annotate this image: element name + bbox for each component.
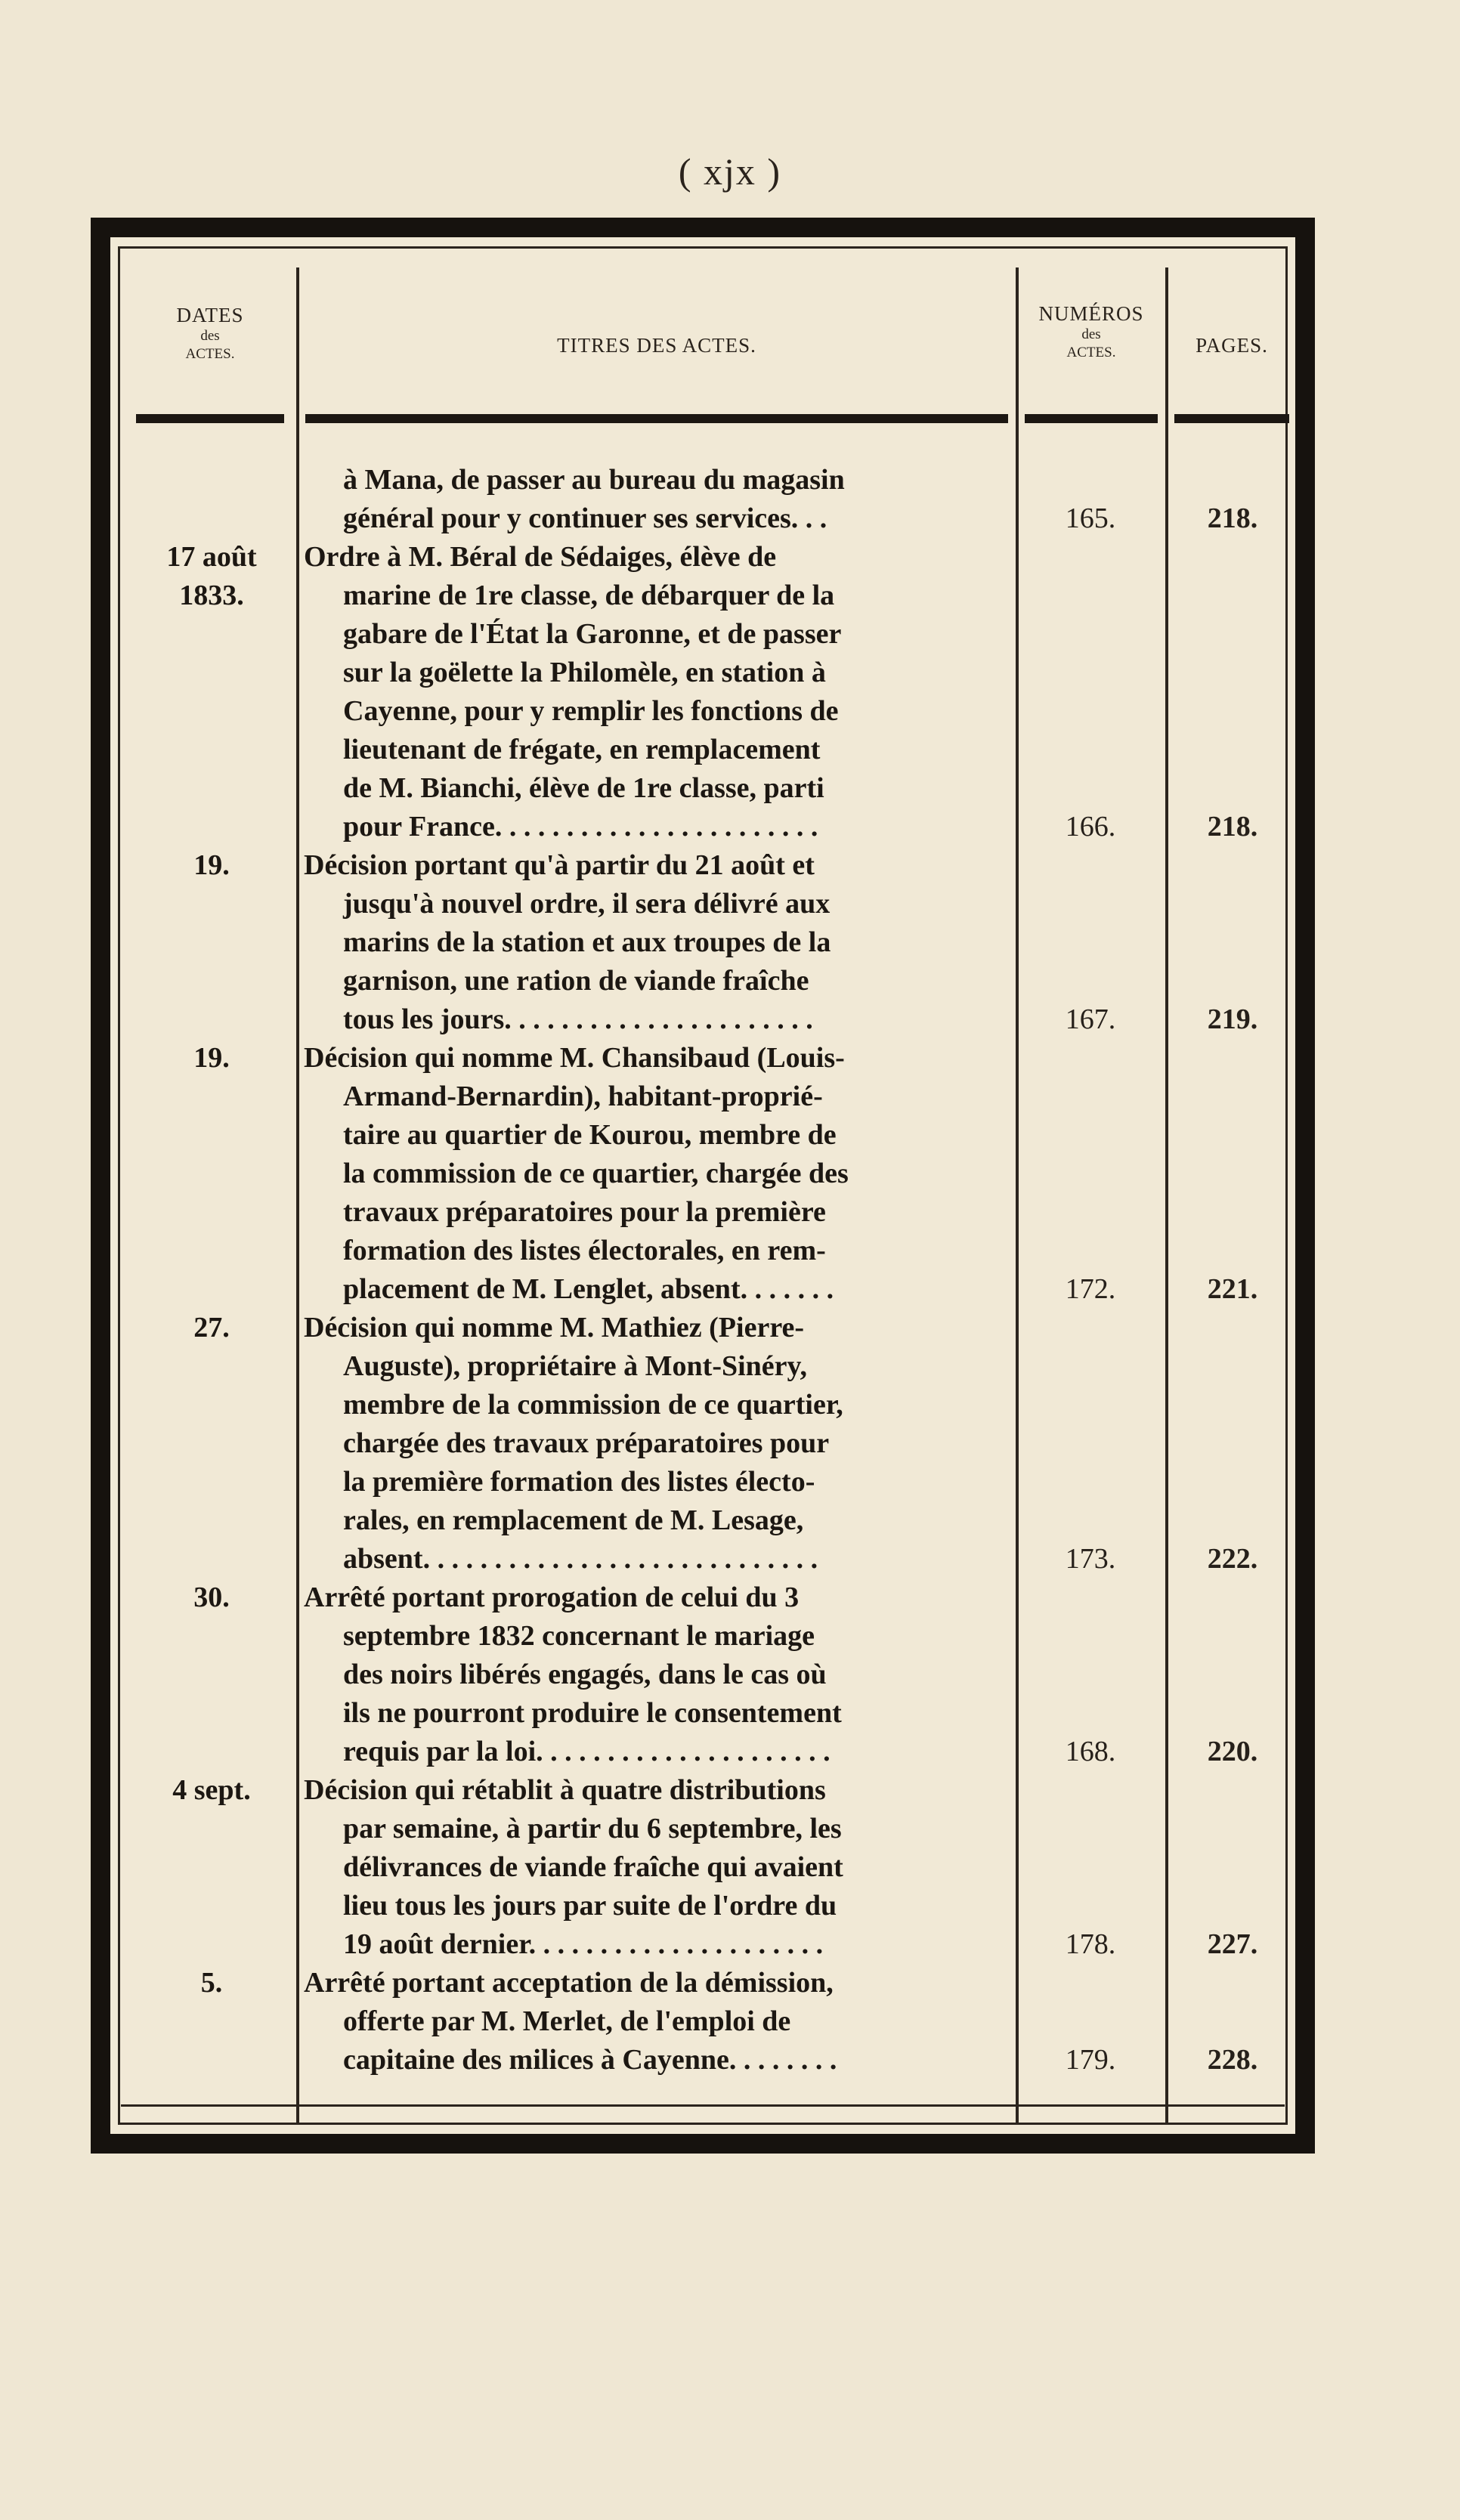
header-numeros: NUMÉROS des ACTES. bbox=[1038, 302, 1144, 360]
table-row bbox=[110, 1771, 1295, 1964]
header-pages: PAGES. bbox=[1196, 334, 1268, 357]
title-line: la première formation des listes électo- bbox=[343, 1466, 815, 1498]
row-page: 228. bbox=[1207, 2044, 1258, 2076]
title-line: tous les jours. . . . . . . . . . . . . . . . . . . . . . bbox=[343, 1003, 813, 1035]
title-line: délivrances de viande fraîche qui avaient bbox=[343, 1851, 843, 1883]
title-line: taire au quartier de Kourou, membre de bbox=[343, 1119, 837, 1151]
title-line: de M. Bianchi, élève de 1re classe, parti bbox=[343, 772, 824, 804]
row-title bbox=[304, 1039, 1004, 1309]
title-line: absent. . . . . . . . . . . . . . . . . . . . . . . . . . . . bbox=[343, 1543, 818, 1575]
title-line: Décision qui nomme M. Chansibaud (Louis- bbox=[304, 1042, 845, 1074]
row-numero: 172. bbox=[1065, 1273, 1116, 1305]
row-date: 30. bbox=[193, 1582, 230, 1613]
title-line: membre de la commission de ce quartier, bbox=[343, 1389, 843, 1421]
title-line: Auguste), propriétaire à Mont-Sinéry, bbox=[343, 1350, 807, 1382]
title-line: des noirs libérés engagés, dans le cas où bbox=[343, 1659, 827, 1690]
title-line: Décision qui rétablit à quatre distributions bbox=[304, 1774, 826, 1806]
table-row bbox=[110, 1039, 1295, 1309]
row-title bbox=[304, 1578, 1004, 1771]
title-line: formation des listes électorales, en rem- bbox=[343, 1235, 826, 1266]
row-numero: 168. bbox=[1065, 1736, 1116, 1767]
title-line: garnison, une ration de viande fraîche bbox=[343, 965, 809, 997]
title-line: placement de M. Lenglet, absent. . . . . . . bbox=[343, 1273, 834, 1305]
header-titres: TITRES DES ACTES. bbox=[557, 334, 756, 357]
table-row bbox=[110, 1578, 1295, 1771]
row-numero: 178. bbox=[1065, 1928, 1116, 1960]
title-line: la commission de ce quartier, chargée des bbox=[343, 1158, 849, 1189]
table-frame bbox=[91, 218, 1315, 2154]
title-line: marine de 1re classe, de débarquer de la bbox=[343, 580, 835, 611]
bottom-rule bbox=[121, 2104, 1285, 2107]
title-line: Armand-Bernardin), habitant-proprié- bbox=[343, 1081, 823, 1112]
row-date: 27. bbox=[193, 1312, 230, 1343]
title-line: capitaine des milices à Cayenne. . . . . . . . bbox=[343, 2044, 837, 2076]
row-page: 220. bbox=[1207, 1736, 1258, 1767]
row-page: 221. bbox=[1207, 1273, 1258, 1305]
title-line: pour France. . . . . . . . . . . . . . . . . . . . . . . bbox=[343, 811, 818, 843]
title-line: à Mana, de passer au bureau du magasin bbox=[343, 464, 845, 496]
table-row bbox=[110, 1964, 1295, 2079]
row-numero: 167. bbox=[1065, 1003, 1116, 1035]
title-line: Arrêté portant acceptation de la démission, bbox=[304, 1967, 834, 1999]
row-page: 219. bbox=[1207, 1003, 1258, 1035]
title-line: travaux préparatoires pour la première bbox=[343, 1196, 826, 1228]
title-line: général pour y continuer ses services. . . bbox=[343, 502, 827, 534]
header-dates: DATES des ACTES. bbox=[176, 304, 244, 362]
row-title bbox=[304, 1964, 1004, 2079]
row-numero: 166. bbox=[1065, 811, 1116, 843]
title-line: Ordre à M. Béral de Sédaiges, élève de bbox=[304, 541, 777, 573]
title-line: rales, en remplacement de M. Lesage, bbox=[343, 1504, 804, 1536]
title-line: septembre 1832 concernant le mariage bbox=[343, 1620, 815, 1652]
title-line: Décision portant qu'à partir du 21 août et bbox=[304, 849, 815, 881]
title-line: lieutenant de frégate, en remplacement bbox=[343, 734, 821, 765]
page-number: ( xjx ) bbox=[678, 150, 782, 193]
table-row bbox=[110, 1309, 1295, 1578]
table-row bbox=[110, 461, 1295, 538]
header-rule-dates bbox=[136, 414, 284, 423]
row-date: 5. bbox=[200, 1967, 223, 1999]
row-title bbox=[304, 1771, 1004, 1964]
row-page: 222. bbox=[1207, 1543, 1258, 1575]
row-title bbox=[304, 538, 1004, 846]
row-numero: 165. bbox=[1065, 502, 1116, 534]
title-line: sur la goëlette la Philomèle, en station à bbox=[343, 657, 826, 688]
row-date: 17 août 1833. bbox=[166, 541, 257, 611]
row-date: 19. bbox=[193, 1042, 230, 1074]
row-numero: 173. bbox=[1065, 1543, 1116, 1575]
table-row bbox=[110, 846, 1295, 1039]
title-line: marins de la station et aux troupes de la bbox=[343, 926, 831, 958]
title-line: Arrêté portant prorogation de celui du 3 bbox=[304, 1582, 800, 1613]
header-rule-numeros bbox=[1025, 414, 1158, 423]
title-line: jusqu'à nouvel ordre, il sera délivré aux bbox=[343, 888, 831, 920]
title-line: ils ne pourront produire le consentement bbox=[343, 1697, 842, 1729]
title-line: lieu tous les jours par suite de l'ordre du bbox=[343, 1890, 837, 1922]
title-line: offerte par M. Merlet, de l'emploi de bbox=[343, 2005, 791, 2037]
row-title bbox=[304, 461, 1004, 538]
header-rule-pages bbox=[1174, 414, 1289, 423]
row-page: 218. bbox=[1207, 811, 1258, 843]
title-line: Cayenne, pour y remplir les fonctions de bbox=[343, 695, 839, 727]
row-title bbox=[304, 1309, 1004, 1578]
row-page: 218. bbox=[1207, 502, 1258, 534]
row-date: 19. bbox=[193, 849, 230, 881]
table-row bbox=[110, 538, 1295, 846]
title-line: chargée des travaux préparatoires pour bbox=[343, 1427, 830, 1459]
title-line: par semaine, à partir du 6 septembre, les bbox=[343, 1813, 842, 1844]
row-numero: 179. bbox=[1065, 2044, 1116, 2076]
row-date: 4 sept. bbox=[172, 1774, 251, 1806]
row-title bbox=[304, 846, 1004, 1039]
title-line: gabare de l'État la Garonne, et de passer bbox=[343, 618, 842, 650]
title-line: requis par la loi. . . . . . . . . . . . . . . . . . . . . bbox=[343, 1736, 831, 1767]
title-line: 19 août dernier. . . . . . . . . . . . . . . . . . . . . bbox=[343, 1928, 824, 1960]
title-line: Décision qui nomme M. Mathiez (Pierre- bbox=[304, 1312, 805, 1343]
header-rule-titres bbox=[305, 414, 1008, 423]
row-page: 227. bbox=[1207, 1928, 1258, 1960]
